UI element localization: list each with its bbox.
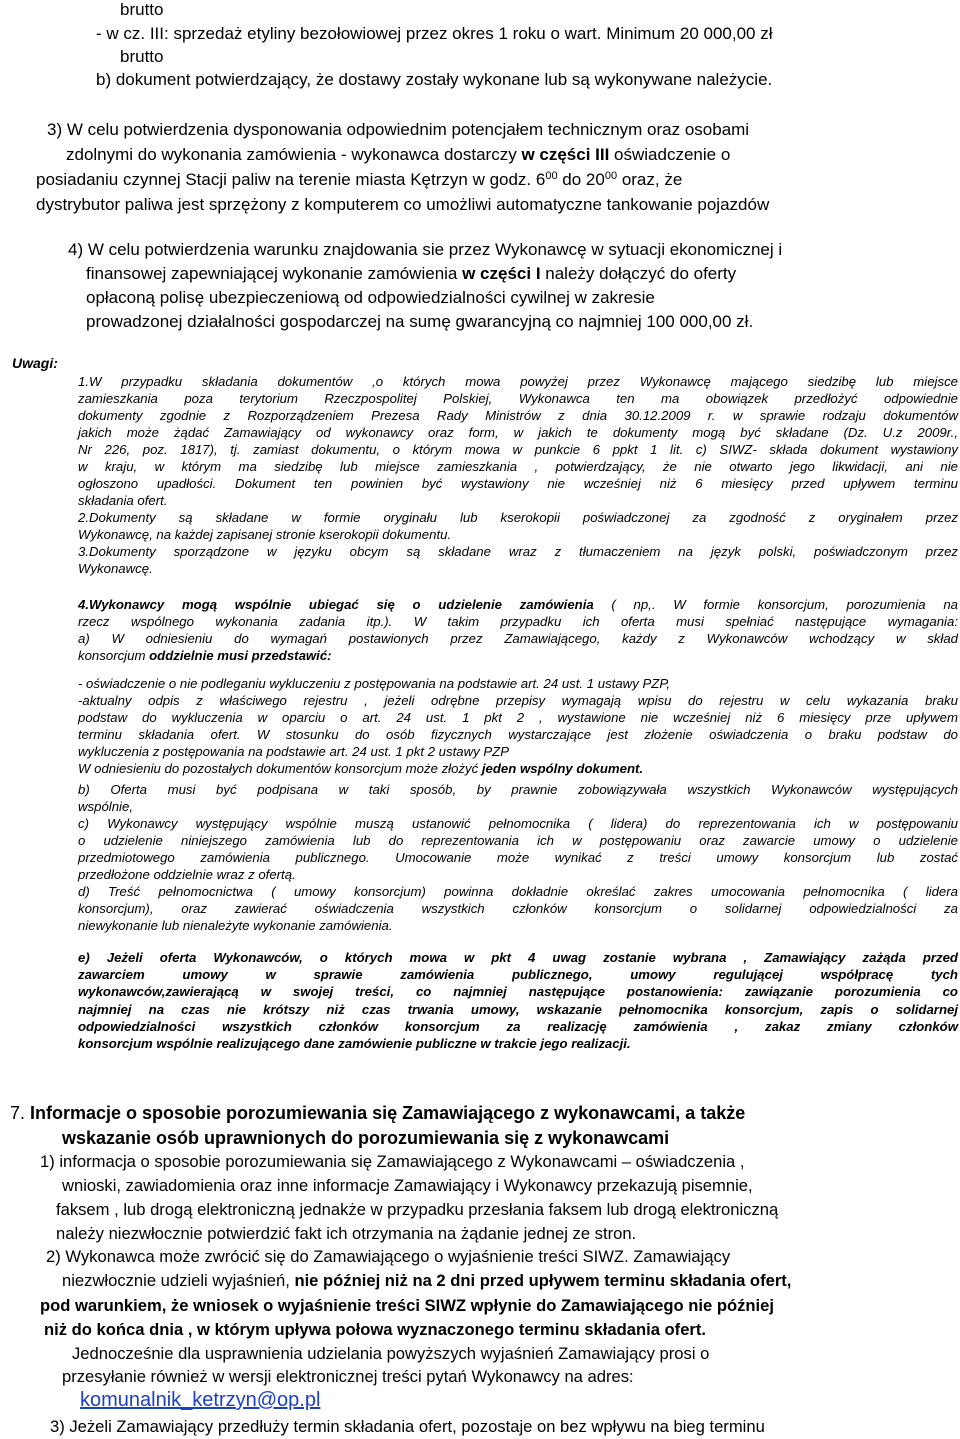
text-line xyxy=(78,597,958,613)
text-line: konsorcjum), oraz zawierać oświadczenia wszystkich członków konsorcjum o solidarnej odpowiedzialności za xyxy=(78,901,958,916)
text-bold: oddzielnie musi przedstawić: xyxy=(149,648,332,663)
text-span: finansowej zapewniającej wykonanie zamówienia xyxy=(86,264,463,283)
text-line: Wykonawcę, na każdej zapisanej stronie kserokopii dokumentu. xyxy=(78,527,452,542)
section-7-title xyxy=(10,1102,745,1124)
text-bold: nie później niż na 2 dni przed upływem terminu składania ofert, xyxy=(294,1271,792,1290)
text-line: wspólnie, xyxy=(78,799,133,814)
text-line: składania ofert. xyxy=(78,493,168,508)
text-line: należy niezwłocznie potwierdzić fakt ich otrzymania na żądanie jednej ze stron. xyxy=(56,1224,637,1243)
text-line xyxy=(78,648,332,664)
text-line: dystrybutor paliwa jest sprzężony z komputerem co umożliwi automatyczne tankowanie pojazdów xyxy=(36,195,770,214)
text-line: przedmiotowego zamówienia publicznego. Umocowanie może wynikać z treści umowy konsorcjum lub zostać xyxy=(78,850,958,865)
text-line xyxy=(78,761,643,777)
text-line: 3) W celu potwierdzenia dysponowania odpowiednim potencjałem technicznym oraz osobami xyxy=(47,120,750,139)
text-line: 3) Jeżeli Zamawiający przedłuży termin składania ofert, pozostaje on bez wpływu na bieg terminu xyxy=(50,1417,765,1436)
text-line: 1) informacja o sposobie porozumiewania się Zamawiającego z Wykonawcami – oświadczenia , xyxy=(40,1152,745,1171)
text-bold: w części III xyxy=(521,145,610,164)
text-line: podstaw do wykluczenia w oparciu o art. 24 ust. 1 pkt 2 , wystawione nie wcześniej niż 6 miesięcy prze upływem xyxy=(78,710,958,725)
text-span: do 20 xyxy=(557,170,605,189)
superscript: 00 xyxy=(545,170,558,182)
text-line: w kraju, w którym ma siedzibę lub miejsce zamieszkania , potwierdzający, że nie otwarto jego likwidacji, ani nie xyxy=(78,459,958,474)
text-line: ogłoszono upadłości. Dokument ten powinien być wystawiony nie wcześniej niż 6 miesięcy przed upływem terminu xyxy=(78,476,958,491)
text-line: c) Wykonawcy występujący wspólnie muszą ustanowić pełnomocnika ( lidera) do reprezentowania ich w postępowaniu xyxy=(78,816,958,831)
text-line: -aktualny odpis z właściwego rejestru , jeżeli odrębne przepisy wymagają wpisu do rejestru w celu wykazania braku xyxy=(78,693,958,708)
text-line: zawarciem umowy w sprawie zamówienia publicznego, umowy regulującej współpracę tych xyxy=(78,967,958,983)
text-line: przedłożone oddzielnie wraz z ofertą. xyxy=(78,867,296,882)
text-line: 4) W celu potwierdzenia warunku znajdowania sie przez Wykonawcę w sytuacji ekonomicznej i xyxy=(68,240,783,259)
text-line: opłaconą polisę ubezpieczeniową od odpowiedzialności cywilnej w zakresie xyxy=(86,288,655,307)
text-line: wnioski, zawiadomienia oraz inne informacje Zamawiający i Wykonawcy przekazują pisemnie, xyxy=(62,1176,753,1195)
section-title: Informacje o sposobie porozumiewania się Zamawiającego z wykonawcami, a także xyxy=(25,1103,746,1123)
text-line: - w cz. III: sprzedaż etyliny bezołowiowej przez okres 1 roku o wart. Minimum 20 000,00 zł xyxy=(96,24,773,43)
text-line: wykluczenia z postępowania na podstawie art. 24 ust. 1 pkt 2 ustawy PZP xyxy=(78,744,510,759)
text-line: odpowiedzialności wszystkich członków konsorcjum za realizację zamówienia , zakaz zmiany członków xyxy=(78,1018,958,1034)
text-line: b) dokument potwierdzający, że dostawy zostały wykonane lub są wykonywane należycie. xyxy=(96,70,773,89)
text-span: posiadaniu czynnej Stacji paliw na terenie miasta Kętrzyn w godz. 6 xyxy=(36,170,546,189)
text-line: 2) Wykonawca może zwrócić się do Zamawiającego o wyjaśnienie treści SIWZ. Zamawiający xyxy=(46,1247,731,1266)
text-line: Nr 226, poz. 1817), tj. zamiast dokumentu, o którym mowa w punkcie 6 ppkt 1 lit. c) SIWZ- składa dokument wystawiony xyxy=(78,442,958,457)
email-link[interactable]: komunalnik_ketrzyn@op.pl xyxy=(80,1389,321,1411)
text-line: a) W odniesieniu do wymagań postawionych przez Zamawiającego, każdy z Wykonawców wchodzący w skład xyxy=(78,631,958,646)
text-line: 3.Dokumenty sporządzone w języku obcym są składane wraz z tłumaczeniem na język polski, poświadczonym przez xyxy=(78,544,958,559)
text-span: ( np,. W formie konsorcjum, porozumienia na xyxy=(593,597,958,612)
text-line: brutto xyxy=(120,0,164,19)
section-number: 7. xyxy=(10,1103,26,1123)
text-line: pod warunkiem, że wniosek o wyjaśnienie treści SIWZ wpłynie do Zamawiającego nie później xyxy=(40,1296,774,1315)
text-line: niewykonanie lub nienależyte wykonanie zamówienia. xyxy=(78,918,393,933)
text-line: rzecz wspólnego wykonania zadania itp.). W takim przypadku ich oferta musi spełniać następujące wymagania: xyxy=(78,614,958,629)
text-line: d) Treść pełnomocnictwa ( umowy konsorcjum) powinna dokładnie określać zakres umocowania pełnomocnika ( lidera xyxy=(78,884,958,899)
text-line: terminu składania ofert. W stosunku do osób fizycznych wystarczające jest złożenie oświadczenia o braku podstaw do xyxy=(78,727,958,742)
text-line: najmniej na czas nie krótszy niż czas trwania umowy, wskazanie pełnomocnika konsorcjum, zapis o solidarnej xyxy=(78,1001,958,1017)
text-bold: jeden wspólny dokument. xyxy=(481,761,644,776)
text-line: 2.Dokumenty są składane w formie oryginału lub kserokopii poświadczonej za zgodność z oryginałem przez xyxy=(78,510,958,525)
text-line: - oświadczenie o nie podleganiu wykluczeniu z postępowania na podstawie art. 24 ust. 1 ustawy PZP, xyxy=(78,676,671,691)
text-line: e) Jeżeli oferta Wykonawców, o których mowa w pkt 4 uwag zostanie wybrana , Zamawiający zażąda przed xyxy=(78,950,958,965)
text-span: oraz, że xyxy=(617,170,683,189)
text-line: zamieszkania poza terytorium Rzeczpospolitej Polskiej, Wykonawca ten ma obowiązek przedłożyć odpowiednie xyxy=(78,391,958,406)
text-line: Jednocześnie dla usprawnienia udzielania powyższych wyjaśnień Zamawiający prosi o xyxy=(72,1344,710,1363)
text-span: konsorcjum xyxy=(78,648,150,663)
text-line: 1.W przypadku składania dokumentów ,o których mowa powyżej przez Wykonawcę mającego siedzibę lub miejsce xyxy=(78,374,958,389)
uwagi-label: Uwagi: xyxy=(12,355,58,371)
text-line xyxy=(86,264,736,284)
text-line: Wykonawcę. xyxy=(78,561,153,576)
text-line: prowadzonej działalności gospodarczej na sumę gwarancyjną co najmniej 100 000,00 zł. xyxy=(86,312,754,331)
text-line: jakich może żądać Zamawiający od wykonawcy oraz form, w jakich te dokumenty mogą być składane (Dz. U.z 2009r., xyxy=(78,425,958,440)
text-line: wykonawców,zawierającą w swojej treści, co najmniej następujące postanowienia: zawiązanie porozumienia co xyxy=(78,984,958,1000)
text-line: b) Oferta musi być podpisana w taki sposób, by prawnie zobowiązywała wszystkich Wykonawców występujących xyxy=(78,782,958,797)
text-bold: 4.Wykonawcy mogą wspólnie ubiegać się o udzielenie zamówienia xyxy=(78,597,594,612)
superscript: 00 xyxy=(604,170,618,182)
text-bold: w części I xyxy=(462,264,541,283)
text-span: oświadczenie o xyxy=(609,145,731,164)
text-line: faksem , lub drogą elektroniczną jednakże w przypadku przesłania faksem lub drogą elektroniczną xyxy=(56,1200,779,1219)
section-title-cont: wskazanie osób uprawnionych do porozumiewania się z wykonawcami xyxy=(62,1128,670,1148)
text-line xyxy=(62,1270,791,1291)
text-line: konsorcjum wspólnie realizującego dane zamówienie publiczne w trakcie jego realizacji. xyxy=(78,1036,631,1051)
text-span: niezwłocznie udzieli wyjaśnień, xyxy=(62,1271,295,1290)
text-line: dokumenty zgodnie z Rozporządzeniem Prezesa Rady Ministrów z dnia 30.12.2009 r. w sprawie rodzaju dokumentów xyxy=(78,408,958,423)
text-line xyxy=(36,170,682,190)
text-line: przesyłanie również w wersji elektronicznej treści pytań Wykonawcy na adres: xyxy=(62,1367,634,1386)
text-line xyxy=(66,145,730,165)
text-line: brutto xyxy=(120,47,164,66)
text-span: W odniesieniu do pozostałych dokumentów konsorcjum może złożyć xyxy=(78,761,482,776)
text-line: o udzielenie niniejszego zamówienia lub do reprezentowania ich w postępowaniu oraz zawarcie umowy o udzielenie xyxy=(78,833,958,848)
text-span: zdolnymi do wykonania zamówienia - wykonawca dostarczy xyxy=(66,145,522,164)
text-line: niż do końca dnia , w którym upływa połowa wyznaczonego terminu składania ofert. xyxy=(44,1320,707,1339)
text-span: należy dołączyć do oferty xyxy=(540,264,737,283)
